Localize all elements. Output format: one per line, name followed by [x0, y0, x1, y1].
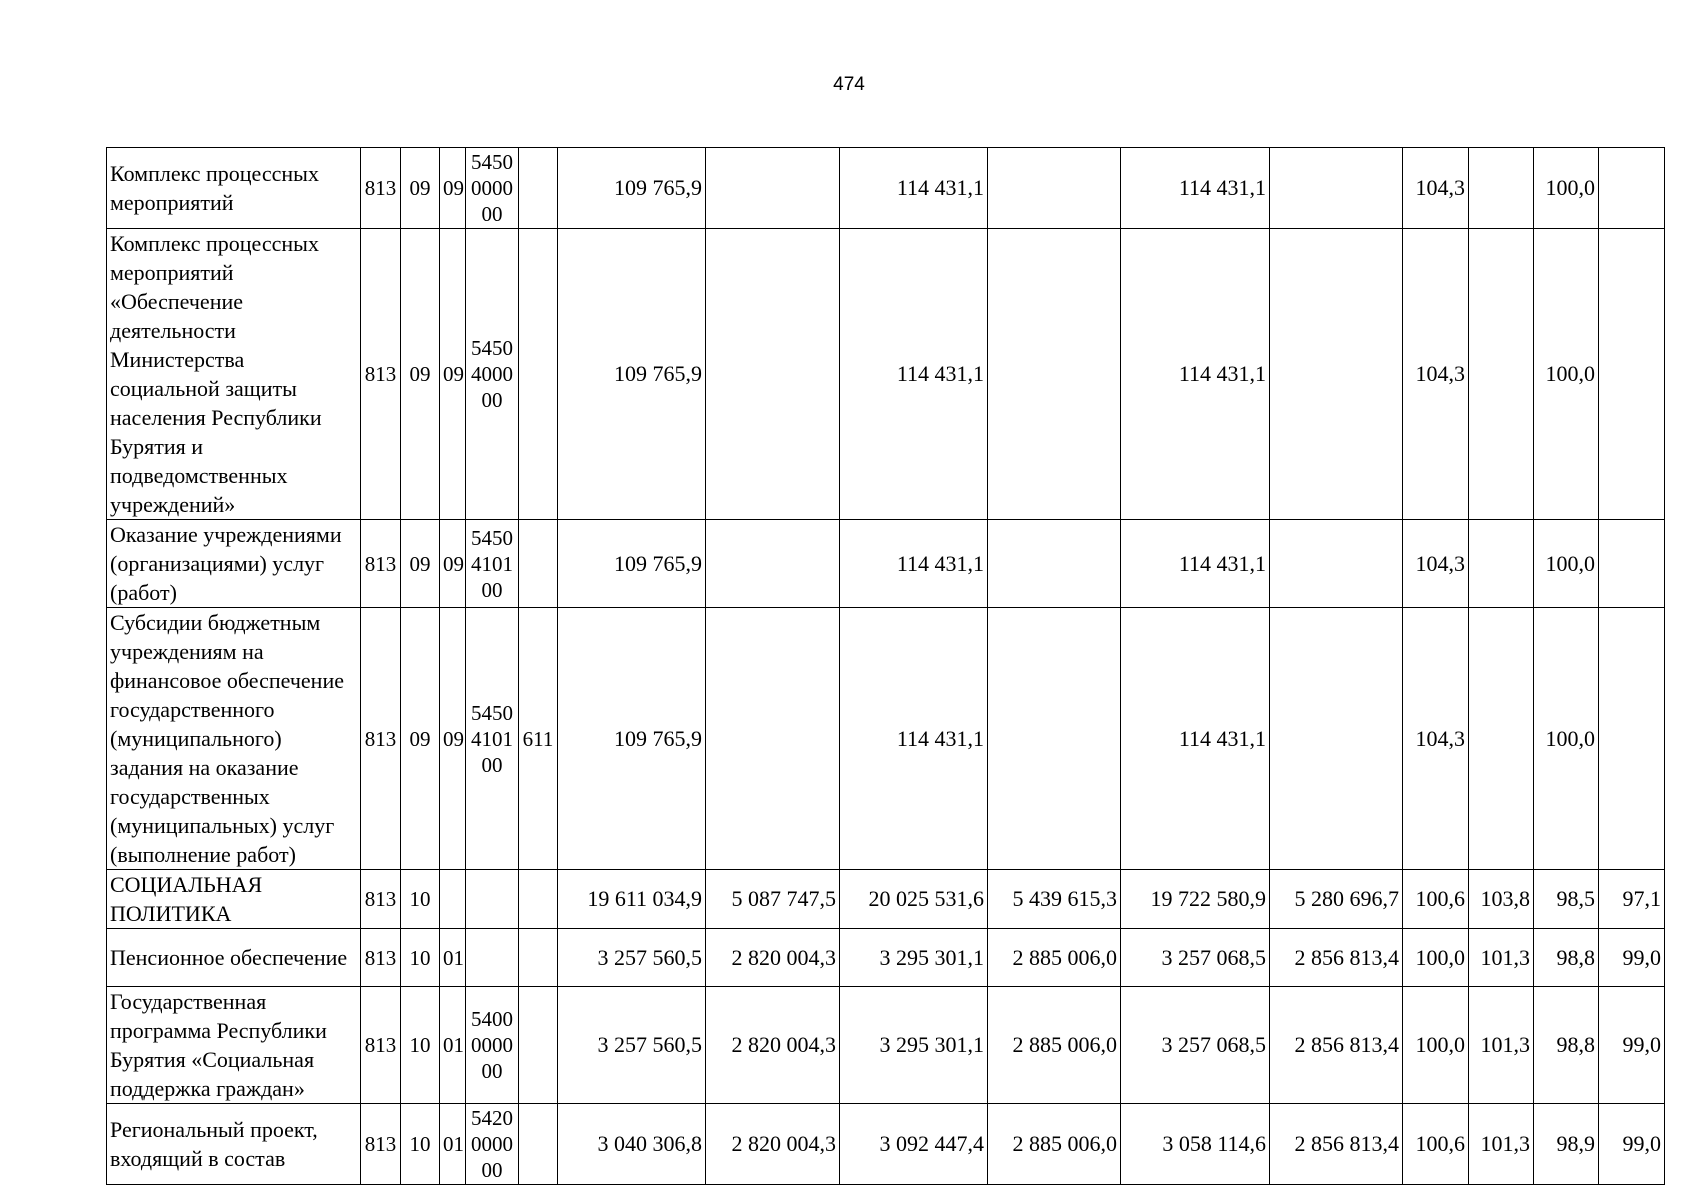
cell-gr: 813 [361, 987, 401, 1104]
cell-v2 [706, 229, 840, 520]
cell-v5: 114 431,1 [1121, 608, 1270, 870]
cell-v6 [1270, 520, 1403, 608]
cell-v4: 2 885 006,0 [988, 987, 1121, 1104]
cell-vr: 611 [519, 608, 558, 870]
cell-vr [519, 520, 558, 608]
cell-v5: 114 431,1 [1121, 148, 1270, 229]
cell-v3: 114 431,1 [840, 229, 988, 520]
csr-part: 00 [481, 577, 503, 602]
cell-p1: 100,0 [1403, 929, 1469, 987]
cell-v3: 114 431,1 [840, 520, 988, 608]
cell-v2 [706, 608, 840, 870]
cell-p3: 100,0 [1534, 520, 1599, 608]
table-row [107, 987, 1665, 1104]
table-row [107, 148, 1665, 229]
cell-v6 [1270, 229, 1403, 520]
cell-p1: 104,3 [1403, 229, 1469, 520]
cell-p3: 98,8 [1534, 929, 1599, 987]
cell-gr: 813 [361, 608, 401, 870]
cell-p1: 104,3 [1403, 520, 1469, 608]
cell-rz: 09 [401, 608, 440, 870]
cell-pr: 09 [440, 148, 466, 229]
cell-p4: 99,0 [1599, 1104, 1665, 1185]
cell-v6: 2 856 813,4 [1270, 929, 1403, 987]
row-name: Пенсионное обеспечение [107, 929, 361, 987]
cell-gr: 813 [361, 229, 401, 520]
cell-v1: 3 040 306,8 [558, 1104, 706, 1185]
cell-v1: 3 257 560,5 [558, 987, 706, 1104]
cell-p3: 98,5 [1534, 870, 1599, 929]
cell-p3: 98,8 [1534, 987, 1599, 1104]
cell-v4 [988, 148, 1121, 229]
cell-p2 [1469, 608, 1534, 870]
cell-pr: 09 [440, 229, 466, 520]
table-body [107, 148, 1665, 1185]
row-name: Субсидии бюджетным учреждениям на финансовое обеспечение государственного (муниципального) задания на оказание государственных (муниципальных) услуг (выполнение работ) [107, 608, 361, 870]
cell-p3: 100,0 [1534, 229, 1599, 520]
cell-p1: 100,6 [1403, 870, 1469, 929]
cell-p4: 99,0 [1599, 929, 1665, 987]
row-name: Региональный проект, входящий в состав [107, 1104, 361, 1185]
csr-part: 00 [481, 752, 503, 777]
table-row [107, 1104, 1665, 1185]
cell-vr [519, 229, 558, 520]
cell-pr: 01 [440, 929, 466, 987]
cell-rz: 10 [401, 929, 440, 987]
csr-part: 00 [481, 1059, 503, 1083]
cell-pr: 09 [440, 520, 466, 608]
cell-p4 [1599, 608, 1665, 870]
cell-v4: 5 439 615,3 [988, 870, 1121, 929]
cell-v4: 2 885 006,0 [988, 1104, 1121, 1185]
cell-vr [519, 987, 558, 1104]
cell-v4 [988, 229, 1121, 520]
row-name: Оказание учреждениями (организациями) услуг (работ) [107, 520, 361, 608]
cell-v2: 5 087 747,5 [706, 870, 840, 929]
csr-part: 4101 [471, 551, 513, 576]
table-row [107, 608, 1665, 870]
cell-rz: 10 [401, 1104, 440, 1185]
cell-v3: 3 092 447,4 [840, 1104, 988, 1185]
cell-v4 [988, 608, 1121, 870]
cell-v2: 2 820 004,3 [706, 929, 840, 987]
cell-csr [466, 148, 519, 229]
cell-pr: 09 [440, 608, 466, 870]
csr-part: 4000 [471, 362, 513, 386]
cell-v6: 2 856 813,4 [1270, 987, 1403, 1104]
row-name: Государственная программа Республики Бурятия «Социальная поддержка граждан» [107, 987, 361, 1104]
table-row [107, 870, 1665, 929]
cell-v4: 2 885 006,0 [988, 929, 1121, 987]
cell-v3: 20 025 531,6 [840, 870, 988, 929]
cell-p1: 100,0 [1403, 987, 1469, 1104]
cell-gr: 813 [361, 520, 401, 608]
cell-v1: 19 611 034,9 [558, 870, 706, 929]
cell-vr [519, 1104, 558, 1185]
cell-v3: 114 431,1 [840, 608, 988, 870]
cell-p4 [1599, 229, 1665, 520]
cell-v1: 109 765,9 [558, 520, 706, 608]
cell-rz: 09 [401, 229, 440, 520]
csr-part: 00 [481, 202, 503, 226]
cell-v3: 114 431,1 [840, 148, 988, 229]
cell-csr [466, 929, 519, 987]
cell-csr [466, 1104, 519, 1185]
cell-v5: 3 058 114,6 [1121, 1104, 1270, 1185]
cell-v5: 3 257 068,5 [1121, 929, 1270, 987]
cell-v2: 2 820 004,3 [706, 1104, 840, 1185]
cell-p1: 104,3 [1403, 148, 1469, 229]
cell-p4 [1599, 148, 1665, 229]
cell-gr: 813 [361, 929, 401, 987]
cell-v2: 2 820 004,3 [706, 987, 840, 1104]
row-name: Комплекс процессных мероприятий «Обеспечение деятельности Министерства социальной защиты населения Республики Бурятия и подведомственных учреждений» [107, 229, 361, 520]
cell-v1: 109 765,9 [558, 229, 706, 520]
cell-rz: 10 [401, 870, 440, 929]
cell-p3: 100,0 [1534, 608, 1599, 870]
cell-p2 [1469, 148, 1534, 229]
csr-part: 5420 [471, 1106, 513, 1130]
cell-v1: 109 765,9 [558, 608, 706, 870]
cell-v2 [706, 148, 840, 229]
cell-v1: 109 765,9 [558, 148, 706, 229]
cell-v3: 3 295 301,1 [840, 929, 988, 987]
csr-part: 0000 [471, 1132, 513, 1156]
cell-pr: 01 [440, 1104, 466, 1185]
cell-v1: 3 257 560,5 [558, 929, 706, 987]
csr-part: 5400 [471, 1007, 513, 1031]
row-name: СОЦИАЛЬНАЯ ПОЛИТИКА [107, 870, 361, 929]
cell-v5: 19 722 580,9 [1121, 870, 1270, 929]
cell-v6: 5 280 696,7 [1270, 870, 1403, 929]
cell-p4 [1599, 520, 1665, 608]
row-name: Комплекс процессных мероприятий [107, 148, 361, 229]
cell-v6 [1270, 148, 1403, 229]
cell-v6 [1270, 608, 1403, 870]
cell-gr: 813 [361, 870, 401, 929]
cell-p2: 101,3 [1469, 929, 1534, 987]
csr-part: 5450 [471, 336, 513, 360]
cell-v3: 3 295 301,1 [840, 987, 988, 1104]
cell-gr: 813 [361, 1104, 401, 1185]
csr-part: 0000 [471, 1033, 513, 1057]
cell-p3: 100,0 [1534, 148, 1599, 229]
cell-v6: 2 856 813,4 [1270, 1104, 1403, 1185]
csr-part: 5450 [471, 700, 513, 725]
cell-csr [466, 870, 519, 929]
csr-part: 4101 [471, 726, 513, 751]
page-number: 474 [833, 74, 865, 95]
cell-vr [519, 148, 558, 229]
cell-gr: 813 [361, 148, 401, 229]
cell-vr [519, 870, 558, 929]
cell-v5: 3 257 068,5 [1121, 987, 1270, 1104]
cell-csr [466, 520, 519, 608]
csr-part: 00 [481, 1158, 503, 1182]
cell-p4: 97,1 [1599, 870, 1665, 929]
cell-v5: 114 431,1 [1121, 520, 1270, 608]
cell-p1: 104,3 [1403, 608, 1469, 870]
cell-csr [466, 229, 519, 520]
cell-p2 [1469, 520, 1534, 608]
cell-p4: 99,0 [1599, 987, 1665, 1104]
cell-v4 [988, 520, 1121, 608]
budget-table [106, 147, 1665, 1185]
cell-rz: 09 [401, 148, 440, 229]
cell-v2 [706, 520, 840, 608]
cell-p2: 101,3 [1469, 987, 1534, 1104]
cell-rz: 10 [401, 987, 440, 1104]
csr-part: 5450 [471, 150, 513, 174]
table-row [107, 229, 1665, 520]
cell-vr [519, 929, 558, 987]
table-row [107, 520, 1665, 608]
cell-pr [440, 870, 466, 929]
cell-v5: 114 431,1 [1121, 229, 1270, 520]
csr-part: 5450 [471, 525, 513, 550]
cell-csr [466, 987, 519, 1104]
csr-part: 00 [481, 388, 503, 412]
cell-p1: 100,6 [1403, 1104, 1469, 1185]
cell-rz: 09 [401, 520, 440, 608]
cell-p2: 101,3 [1469, 1104, 1534, 1185]
table-row [107, 929, 1665, 987]
cell-p2 [1469, 229, 1534, 520]
cell-csr [466, 608, 519, 870]
cell-p3: 98,9 [1534, 1104, 1599, 1185]
csr-part: 0000 [471, 176, 513, 200]
cell-pr: 01 [440, 987, 466, 1104]
cell-p2: 103,8 [1469, 870, 1534, 929]
